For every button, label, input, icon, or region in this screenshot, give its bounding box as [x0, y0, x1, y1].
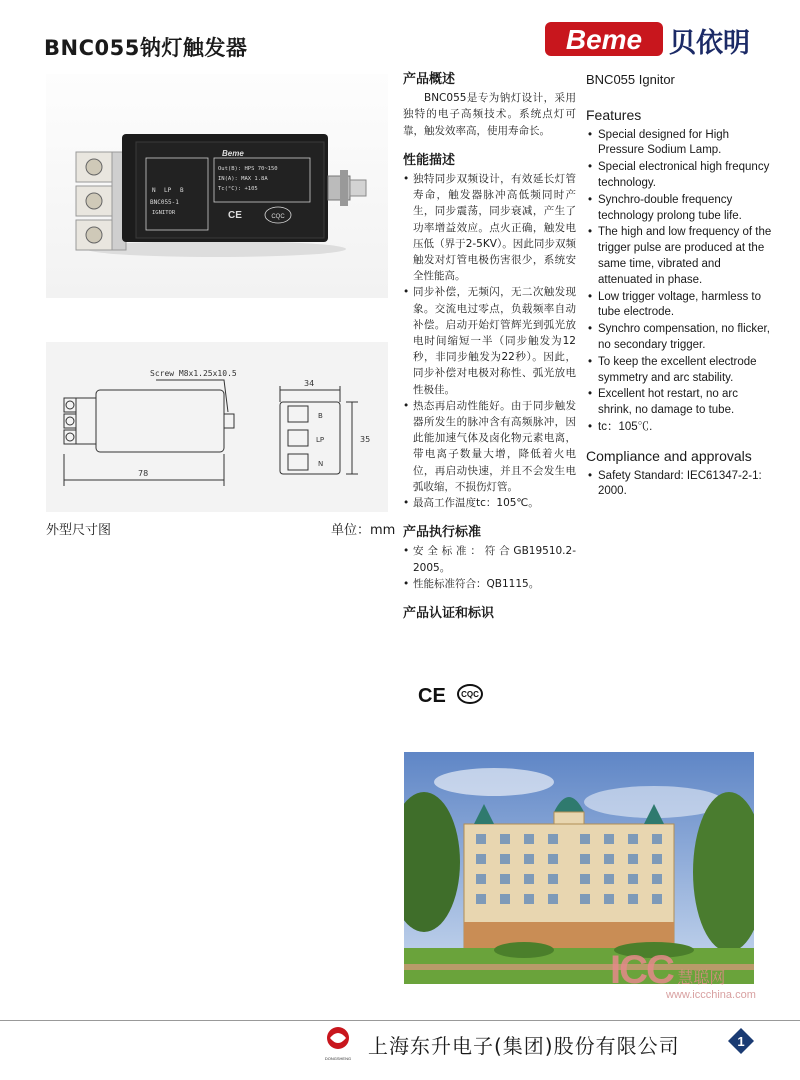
- photo-model: BNC055-1: [150, 199, 179, 206]
- features-list: [586, 128, 772, 436]
- performance-list: [403, 171, 576, 511]
- side-terminal-label: B: [318, 412, 323, 420]
- photo-cqc-mark: CQC: [271, 214, 285, 220]
- screw-label: Screw M8x1.25x10.5: [150, 369, 237, 378]
- list-item: • Excellent hot restart, no arc shrink, no damage to tube.: [586, 387, 772, 419]
- performance-heading: 性能描述: [403, 152, 456, 168]
- terminal-blocks: [76, 152, 126, 250]
- photo-spec-line: Out(B): HPS 70~150: [218, 166, 278, 172]
- watermark-cn: 慧聪网: [677, 968, 726, 987]
- company-logo-text: DONGSHENG: [324, 1056, 352, 1061]
- list-item: • Synchro compensation, no flicker, no secondary trigger.: [586, 322, 772, 354]
- side-height-dimension: 35: [360, 435, 371, 444]
- cqc-mark-icon: CQC: [461, 690, 479, 699]
- watermark-url: www.iccchina.com: [666, 989, 756, 1001]
- product-photo: [46, 74, 388, 298]
- drawing-caption: 外型尺寸图: [46, 523, 112, 538]
- photo-terminal: LP: [164, 187, 172, 194]
- company-name: 上海东升电子(集团)股份有限公司: [368, 1034, 680, 1058]
- list-item: • 最高工作温度tc：105℃。: [403, 495, 576, 511]
- side-terminal-label: LP: [316, 436, 325, 444]
- certification-heading: 产品认证和标识: [403, 606, 495, 622]
- photo-spec-line: Tc(°C): +105: [218, 186, 258, 192]
- list-item: • 同步补偿，无频闪，无二次触发现象。交流电过零点，负载频率自动补偿。启动开始灯管辉光到弧光放电时间缩短一半（同步触发为12秒，非同步触发为22秒）。因此，同步补偿对电极对称性、弧光放电性极佳。: [403, 284, 576, 397]
- list-item: • Special designed for High Pressure Sodium Lamp.: [586, 128, 772, 160]
- overview-heading: 产品概述: [403, 72, 456, 87]
- company-logo-icon: [324, 1026, 352, 1064]
- side-width-dimension: 34: [304, 379, 315, 388]
- photo-spec-line: IN(A): MAX 1.8A: [218, 176, 268, 182]
- photo-terminal: N: [152, 187, 156, 194]
- list-item: • Low trigger voltage, harmless to tube electrode.: [586, 290, 772, 322]
- mounting-bolt: [328, 170, 366, 206]
- certification-marks: [418, 681, 538, 707]
- page-number: [728, 1028, 754, 1054]
- compliance-list: [586, 469, 772, 501]
- list-item: • The high and low frequency of the trigger pulse are produced at the same time, vibrated and attenuated in phase.: [586, 225, 772, 288]
- unit-caption: 单位：mm: [331, 523, 396, 538]
- brand-logo: [545, 18, 760, 64]
- overview-text: BNC055是专为钠灯设计，采用独特的电子高频技术。系统点灯可靠，触发效率高，使用寿命长。: [403, 92, 576, 137]
- dimension-drawing: [46, 342, 388, 512]
- list-item: • tc：105℃.: [586, 420, 772, 436]
- list-item: • 独特同步双频设计，有效延长灯管寿命，触发器脉冲高低频同时产生，同步震荡，同步衰减，产生了功率增益效应。点火正确，触发电压低（界于2-5KV）。因此同步双频触发对灯管电极伤害很少，系统安全性能高。: [403, 171, 576, 284]
- page-number-label: 1: [737, 1034, 745, 1049]
- watermark: [610, 948, 756, 1001]
- photo-type: IGNITOR: [152, 210, 176, 216]
- list-item: • Synchro-double frequency technology prolong tube life.: [586, 193, 772, 225]
- features-heading: Features: [586, 106, 642, 123]
- width-dimension: 78: [138, 469, 149, 478]
- logo-cn: 贝依明: [669, 28, 750, 59]
- list-item: • 热态再启动性能好。由于同步触发器所发生的脉冲含有高频脉冲，因此能加速气体及卤化物元素电离，带电离子数量大增，降低着火电位，再启动快速，并且不会发生电弧收缩，不损伤灯管。: [403, 398, 576, 495]
- list-item: • 性能标准符合：QB1115。: [403, 576, 576, 592]
- list-item: • To keep the excellent electrode symmetry and arc stability.: [586, 355, 772, 387]
- ce-mark-icon: CE: [418, 685, 446, 707]
- standards-heading: 产品执行标准: [403, 525, 482, 541]
- compliance-heading: Compliance and approvals: [586, 447, 752, 464]
- list-item: • Safety Standard: IEC61347-2-1: 2000.: [586, 469, 772, 501]
- logo-latin: Beme: [565, 24, 643, 55]
- page-title: BNC055钠灯触发器: [44, 36, 248, 60]
- photo-terminal: B: [180, 187, 184, 194]
- list-item: • Special electronical high frequncy technology.: [586, 160, 772, 192]
- list-item: • 安全标准：符合GB19510.2-2005。: [403, 543, 576, 575]
- standards-list: [403, 543, 576, 592]
- product-name-en: BNC055 Ignitor: [586, 72, 675, 87]
- photo-ce-mark: CE: [228, 210, 242, 221]
- en-description-column: [586, 72, 772, 501]
- cn-description-column: [403, 72, 576, 624]
- photo-brand: Beme: [222, 149, 244, 158]
- side-terminal-label: N: [318, 460, 324, 468]
- watermark-logo: ICC: [610, 948, 673, 992]
- footer-divider: [0, 1020, 800, 1021]
